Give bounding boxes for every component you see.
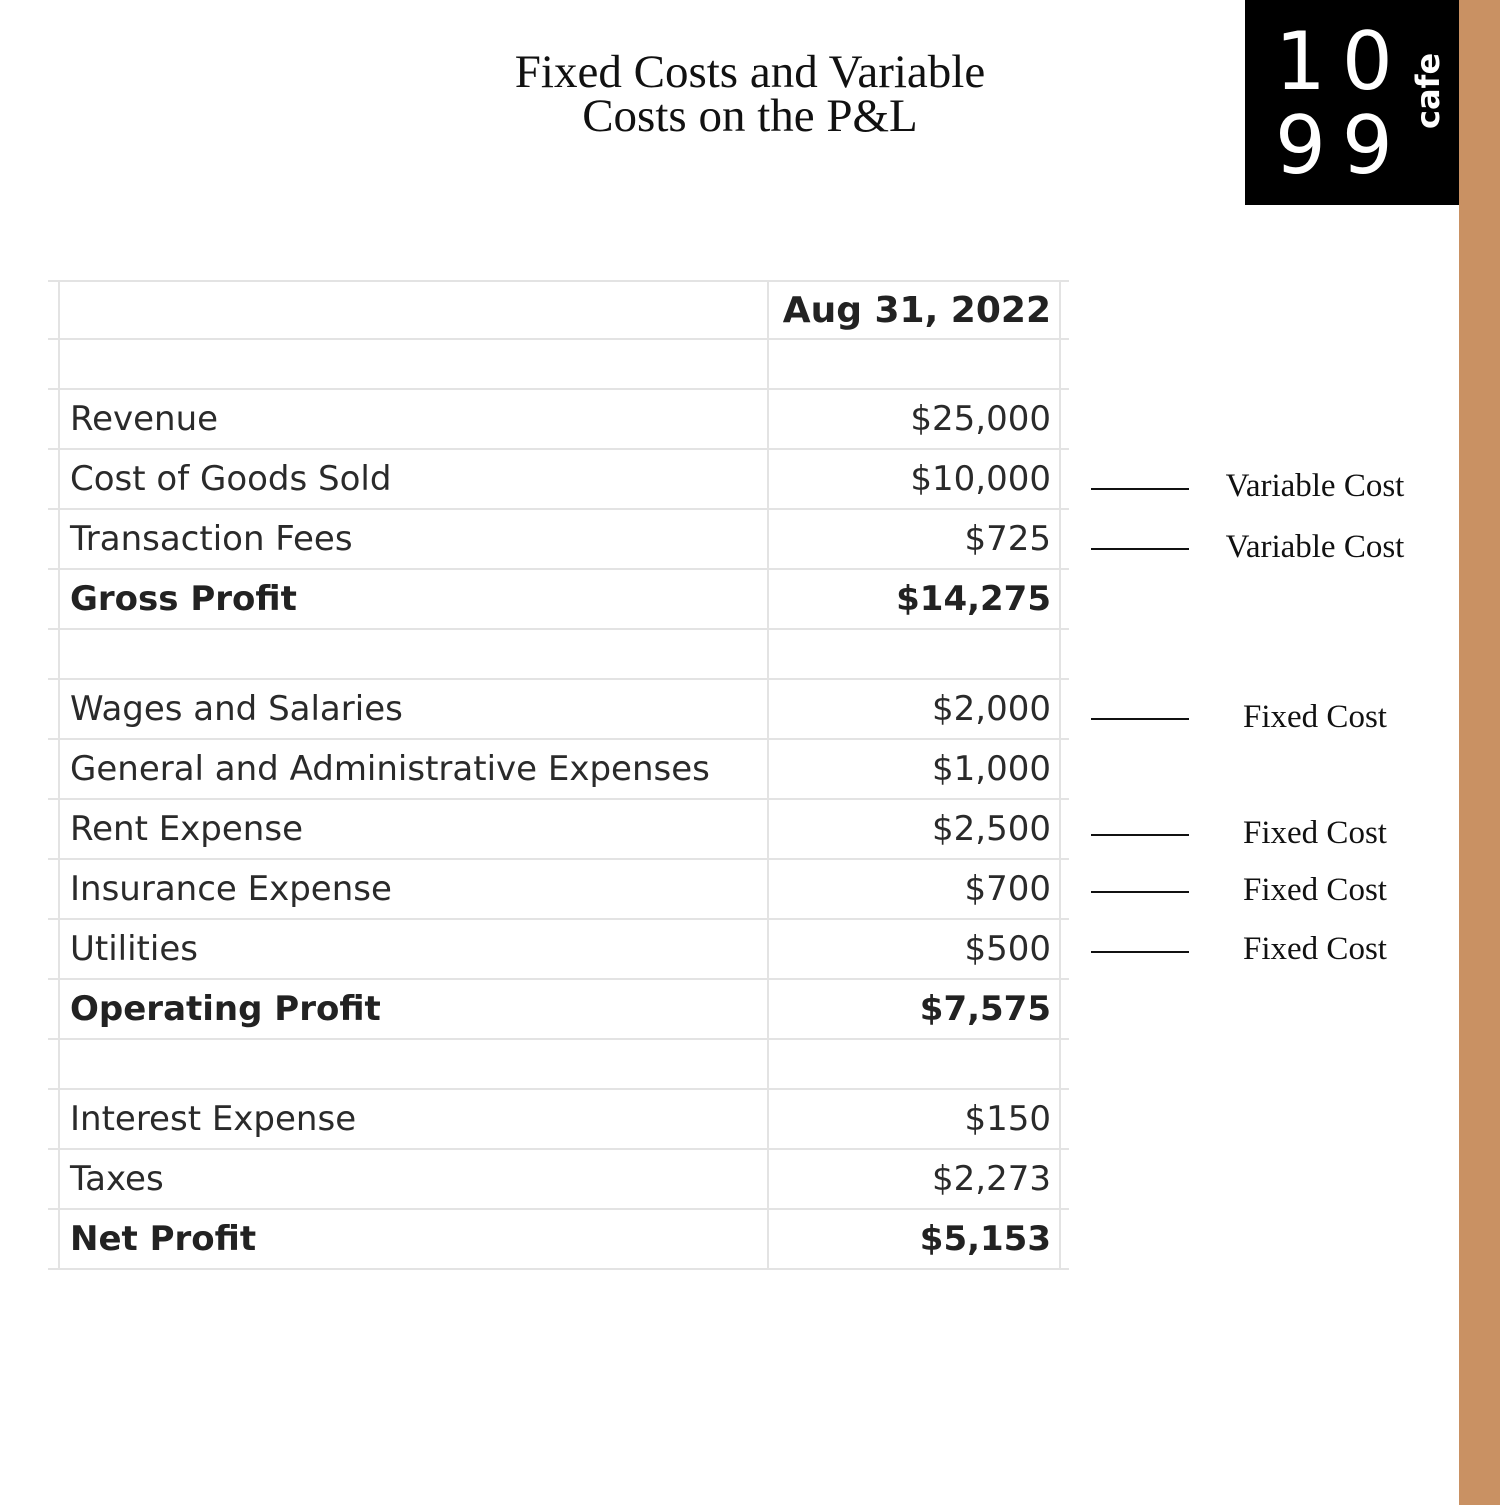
table-row <box>48 679 1069 739</box>
row-value: $500 <box>768 919 1060 979</box>
row-value: $725 <box>768 509 1060 569</box>
row-value: $5,153 <box>768 1209 1060 1269</box>
annotation-cogs: Variable Cost <box>1225 468 1405 504</box>
table-row <box>48 1089 1069 1149</box>
logo-digits <box>1275 15 1415 192</box>
table-row <box>48 799 1069 859</box>
spacer-row <box>48 339 1069 389</box>
row-label: Net Profit <box>59 1209 768 1269</box>
page-title <box>400 46 1100 142</box>
annotation-connector-line <box>1091 488 1189 490</box>
annotation-connector-line <box>1091 951 1189 953</box>
table-row <box>48 859 1069 919</box>
row-value: $2,273 <box>768 1149 1060 1209</box>
title-line-2: Costs on the P&L <box>582 90 918 142</box>
row-value: $700 <box>768 859 1060 919</box>
row-value: $2,500 <box>768 799 1060 859</box>
logo-top-digits: 10 <box>1275 15 1409 108</box>
row-value: $1,000 <box>768 739 1060 799</box>
row-label: Cost of Goods Sold <box>59 449 768 509</box>
row-label: Transaction Fees <box>59 509 768 569</box>
row-label: Gross Profit <box>59 569 768 629</box>
logo-bottom-digits: 99 <box>1275 99 1409 192</box>
table-row <box>48 389 1069 449</box>
accent-side-stripe <box>1459 0 1500 1505</box>
row-label: Wages and Salaries <box>59 679 768 739</box>
annotation-connector-line <box>1091 834 1189 836</box>
annotation-connector-line <box>1091 891 1189 893</box>
table-header-row <box>48 281 1069 339</box>
annotation-insurance: Fixed Cost <box>1243 872 1387 908</box>
annotation-wages: Fixed Cost <box>1243 699 1387 735</box>
annotation-connector-line <box>1091 718 1189 720</box>
row-label: Taxes <box>59 1149 768 1209</box>
profit-loss-table <box>48 280 1069 1270</box>
table-row <box>48 919 1069 979</box>
table-row <box>48 739 1069 799</box>
row-value: $25,000 <box>768 389 1060 449</box>
annotation-connector-line <box>1091 548 1189 550</box>
row-label: Interest Expense <box>59 1089 768 1149</box>
spacer-row <box>48 629 1069 679</box>
total-row-gross-profit <box>48 569 1069 629</box>
annotation-rent: Fixed Cost <box>1243 815 1387 851</box>
header-date: Aug 31, 2022 <box>768 281 1060 339</box>
table-row <box>48 509 1069 569</box>
annotation-utilities: Fixed Cost <box>1243 931 1387 967</box>
logo-word: cafe <box>1409 52 1447 129</box>
row-value: $7,575 <box>768 979 1060 1039</box>
total-row-net-profit <box>48 1209 1069 1269</box>
row-label: Rent Expense <box>59 799 768 859</box>
row-label: Insurance Expense <box>59 859 768 919</box>
table-row <box>48 449 1069 509</box>
row-label: Revenue <box>59 389 768 449</box>
total-row-operating-profit <box>48 979 1069 1039</box>
row-label: General and Administrative Expenses <box>59 739 768 799</box>
row-value: $150 <box>768 1089 1060 1149</box>
header-label-cell <box>59 281 768 339</box>
row-value: $14,275 <box>768 569 1060 629</box>
title-line-1: Fixed Costs and Variable <box>514 46 986 98</box>
row-label: Operating Profit <box>59 979 768 1039</box>
row-value: $10,000 <box>768 449 1060 509</box>
annotation-transaction-fees: Variable Cost <box>1225 529 1405 565</box>
row-value: $2,000 <box>768 679 1060 739</box>
row-label: Utilities <box>59 919 768 979</box>
spacer-row <box>48 1039 1069 1089</box>
table-row <box>48 1149 1069 1209</box>
